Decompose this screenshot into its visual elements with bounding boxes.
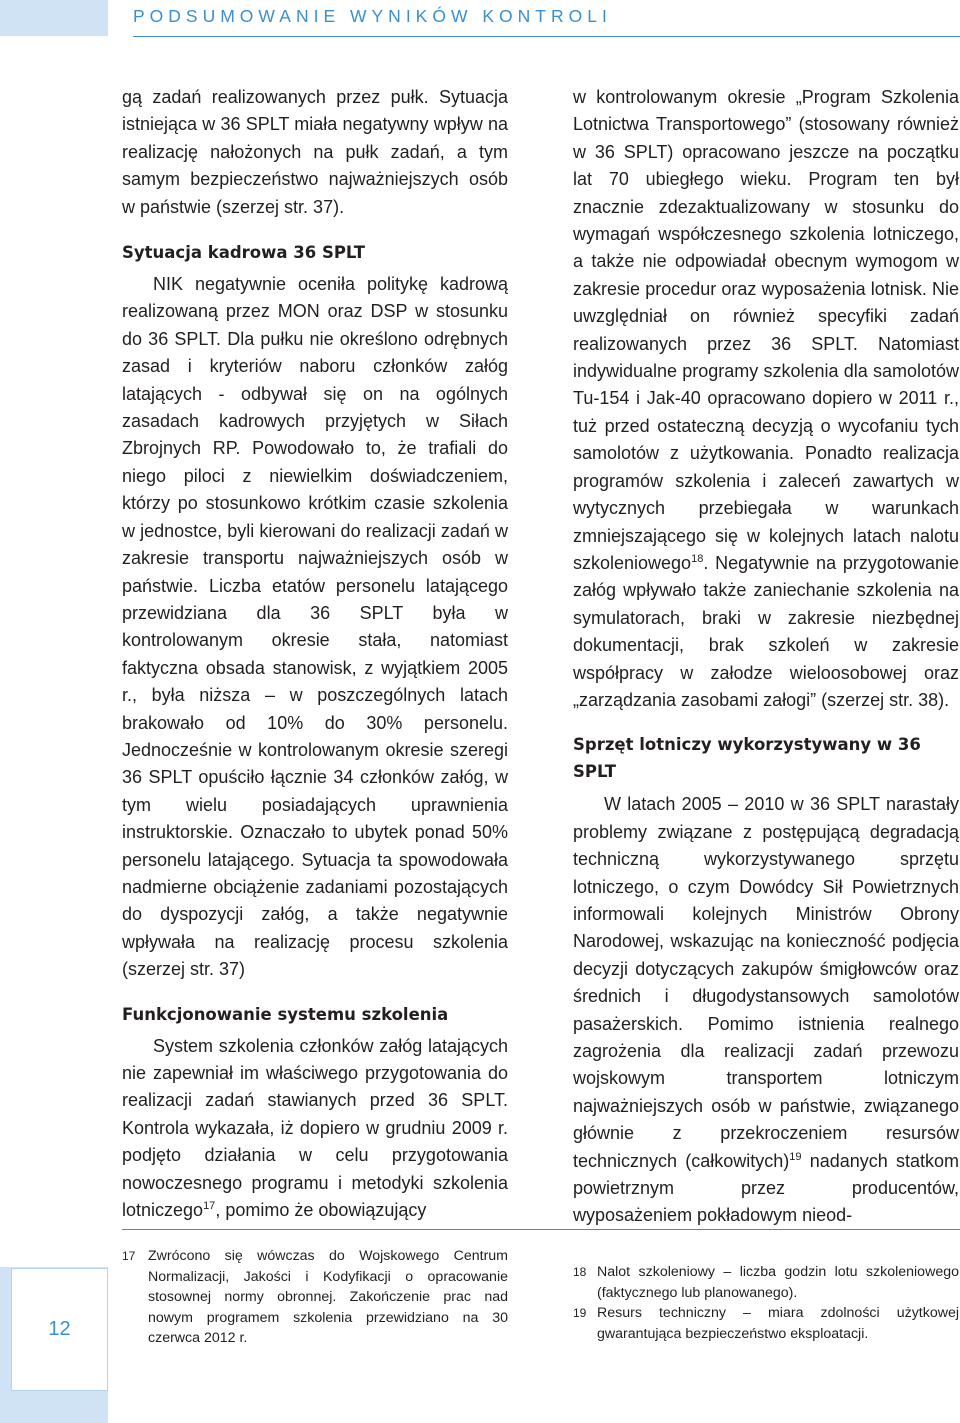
paragraph-text: System szkolenia członków załóg latających nie zapewniał im właściwego przygotowania do realizacji zadań stawianych przed 36 SPLT. Kontrola wykazała, iż dopiero w grudniu 2009 r. podjęto działania w celu przygotowania nowoczesnego programu i metodyki szkolenia lotniczego	[122, 1035, 508, 1221]
footnote-19	[573, 1303, 959, 1344]
paragraph-text: . Negatywnie na przygotowanie załóg wpływało także zaniechanie szkolenia na symulatorach, braki w zakresie niezbędnej dokumentacji, brak szkoleń w zakresie współpracy w załodze wieloosobowej oraz „zarządzania zasobami załogi” (szerzej str. 38).	[573, 552, 959, 710]
paragraph-training-system	[122, 1033, 508, 1225]
footnote-ref-18[interactable]: 18	[691, 552, 704, 565]
section-heading-training-system: Funkcjonowanie systemu szkolenia	[122, 1004, 449, 1024]
section-heading-aircraft: Sprzęt lotniczy wykorzystywany w 36 SPLT	[573, 735, 921, 782]
footnote-18	[573, 1262, 959, 1303]
footnote-number: 19	[573, 1306, 587, 1320]
paragraph-aircraft	[573, 791, 959, 1230]
footnote-17	[122, 1246, 508, 1349]
paragraph-text: w kontrolowanym okresie „Program Szkolenia Lotnictwa Transportowego” (stosowany również w 36 SPLT) opracowano jeszcze na początku lat 70 ubiegłego wieku. Program ten był znacznie zdezaktualizowany w stosunku do wymagań współczesnego szkolenia lotniczego, a także nie odpowiadał obecnym wymogom w zakresie procedur oraz wyposażenia lotnisk. Nie uwzględniał on również specyfiki zadań realizowanych przez 36 SPLT. Natomiast indywidualne programy szkolenia dla samolotów Tu-154 i Jak-40 opracowano dopiero w 2011 r., tuż przed ostateczną decyzją o wycofaniu tych samolotów z użytkowania. Ponadto realizacja programów szkolenia i zaleceń zawartych w wytycznych przebiegała w warunkach zmniejszającego się w kolejnych latach nalotu szkoleniowego	[573, 87, 959, 573]
running-header-title: PODSUMOWANIE WYNIKÓW KONTROLI	[133, 6, 612, 26]
header-color-band	[0, 0, 108, 36]
header-divider	[133, 36, 960, 37]
footnote-text: Zwrócono się wówczas do Wojskowego Centrum Normalizacji, Jakości i Kodyfikacji o opracowanie stosownej normy obronnej. Zakończenie prac nad nowym programem szkolenia przewidziano na 30 czerwca 2012 r.	[148, 1248, 508, 1346]
paragraph-text: , pomimo że obowiązujący	[215, 1200, 427, 1221]
footnote-text: Resurs techniczny – miara zdolności użytkowej gwarantująca bezpieczeństwo eksploatacji.	[597, 1305, 959, 1342]
footnote-ref-19[interactable]: 19	[789, 1150, 802, 1163]
paragraph-text: W latach 2005 – 2010 w 36 SPLT narastały problemy związane z postępującą degradacją techniczną wykorzystywanego sprzętu lotniczego, o czym Dowódcy Sił Powietrznych informowali kolejnych Ministrów Obrony Narodowej, wskazując na konieczność podjęcia decyzji dotyczących zakupów śmigłowców oraz średnich i długodystansowych samolotów pasażerskich. Pomimo istnienia realnego zagrożenia dla realizacji zadań przewozu wojskowym transportem lotniczym najważniejszych osób w państwie, związanego głównie z przekroczeniem resursów technicznych (całkowitych)	[573, 794, 959, 1171]
footnote-number: 17	[122, 1249, 136, 1263]
footnote-ref-17[interactable]: 17	[203, 1200, 216, 1213]
paragraph-intro-continuation: gą zadań realizowanych przez pułk. Sytuacja istniejąca w 36 SPLT miała negatywny wpływ na realizację nałożonych na pułk zadań, a tym samym bezpieczeństwo najważniejszych osób w państwie (szerzej str. 37).	[122, 87, 508, 217]
footnote-text: Nalot szkoleniowy – liczba godzin lotu szkoleniowego (faktycznego lub planowanego).	[597, 1264, 959, 1301]
page-number: 12	[48, 1318, 71, 1340]
footnote-divider	[122, 1229, 960, 1230]
paragraph-staffing: NIK negatywnie oceniła politykę kadrową realizowaną przez MON oraz DSP w stosunku do 36 SPLT. Dla pułku nie określono odrębnych zasad i kryteriów naboru członków załóg latających - odbywał się on na ogólnych zasadach kadrowych przyjętych w Siłach Zbrojnych RP. Powodowało to, że trafiali do niego piloci z niewielkim doświadczeniem, którzy po stosunkowo krótkim czasie szkolenia w jednostce, byli kierowani do realizacji zadań w zakresie transportu najważniejszych osób w państwie. Liczba etatów personelu latającego przewidziana dla 36 SPLT była w kontrolowanym okresie stała, natomiast faktyczna obsada stanowisk, z wyjątkiem 2005 r., była niższa – w poszczególnych latach brakowało od 10% do 30% personelu. Jednocześnie w kontrolowanym okresie szeregi 36 SPLT opuściło łącznie 34 członków załóg, w tym wielu posiadających uprawnienia instruktorskie. Oznaczało to ubytek ponad 50% personelu latającego. Sytuacja ta spowodowała nadmierne obciążenie zadaniami pozostających do dyspozycji załóg, a także negatywnie wpływała na realizację procesu szkolenia (szerzej str. 37)	[122, 274, 508, 980]
footnote-number: 18	[573, 1265, 587, 1279]
section-heading-staffing: Sytuacja kadrowa 36 SPLT	[122, 243, 365, 263]
right-text-column	[573, 84, 959, 1230]
page-number-box	[11, 1268, 108, 1391]
paragraph-text: nadanych statkom powietrznym przez producentów, wyposażeniem pokładowym nieod-	[573, 1150, 960, 1226]
left-text-column	[122, 84, 508, 1224]
paragraph-training-program	[573, 84, 959, 714]
